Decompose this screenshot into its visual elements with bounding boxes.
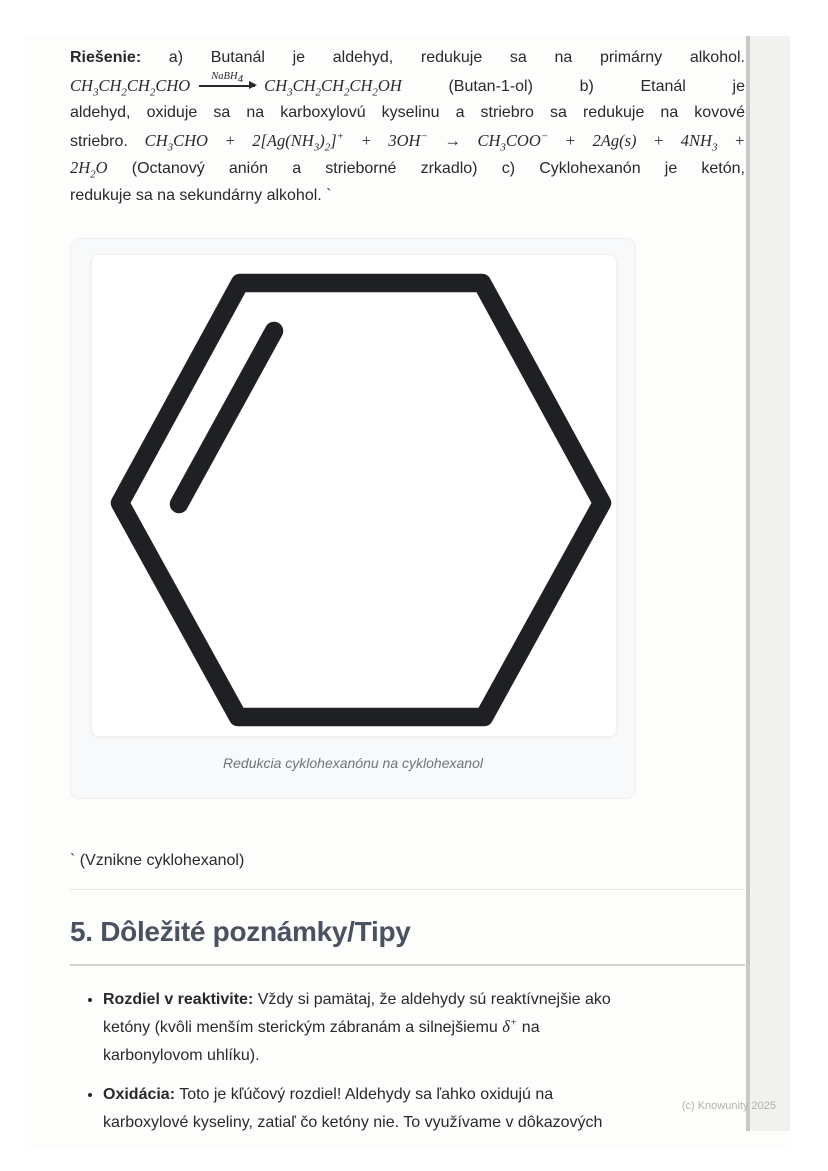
figure-card xyxy=(70,238,636,799)
math-formula: $CH_3CH_2CH_2CH_2OH$ xyxy=(264,75,402,98)
solution-paragraph xyxy=(70,44,745,210)
text-run: a) Butanál je aldehyd, redukuje sa na primárny alkohol. xyxy=(141,49,745,66)
solution-line xyxy=(70,44,745,72)
text-run: striebro. xyxy=(70,132,145,150)
text-run: Toto je kľúčový rozdiel! Aldehydy sa ľahko oxidujú na karboxylové kyseliny, zatiaľ čo ketóny nie. To využívame v dôkazových xyxy=(103,1086,603,1131)
text-run: Vždy si pamätaj, že aldehydy sú reaktívnejšie ako ketóny (kvôli menším sterickým zábranám a silnejšiemu xyxy=(103,990,611,1037)
solution-line xyxy=(70,99,745,127)
figure-canvas xyxy=(91,254,617,737)
text-run: (Octanový anión a strieborné zrkadlo) c) Cyklohexanón je ketón, xyxy=(107,160,745,178)
figure-caption: Redukcia cyklohexanónu na cyklohexanol xyxy=(223,754,483,771)
text-run: (Butan-1-ol) b) Etanál je xyxy=(401,77,745,95)
after-figure-note: ` (Vznikne cyklohexanol) xyxy=(70,851,245,869)
document-page xyxy=(25,36,790,1149)
section-heading: 5. Dôležité poznámky/Tipy xyxy=(70,915,411,947)
solution-line xyxy=(70,127,745,155)
reaction-arrow-shaft xyxy=(199,85,255,87)
text-run: Riešenie: xyxy=(70,49,142,66)
solution-line xyxy=(70,72,745,100)
tip-lead: Rozdiel v reaktivite: xyxy=(103,990,254,1008)
tip-lead: Oxidácia: xyxy=(103,1086,176,1104)
math-formula: δ+ xyxy=(502,1016,518,1037)
tip-item xyxy=(103,1081,623,1136)
math-formula: $CH_3CH_2CH_2CHO$ xyxy=(70,75,191,98)
solution-line xyxy=(70,182,745,210)
vertical-scrollbar[interactable] xyxy=(746,36,790,1131)
math-formula: $2H_2O$ xyxy=(70,158,108,181)
section-divider xyxy=(70,889,745,890)
cyclohexanone-hexagon-drawing xyxy=(92,255,616,736)
text-run: na karbonylovom uhlíku). xyxy=(103,1019,540,1064)
reaction-arrow-label: NaBH$_4$ xyxy=(211,70,244,85)
watermark: (c) Knowunity 2025 xyxy=(681,1100,776,1112)
solution-line xyxy=(70,154,745,182)
math-formula: $CH_3CHO + 2[Ag(NH_3)_2]^+ + 3OH^- \to CH_3COO^- + 2Ag(s) + 4NH_3$ + xyxy=(144,130,746,154)
tips-list xyxy=(70,986,745,1137)
text-run: aldehyd, oxiduje sa na karboxylovú kyselinu a striebro sa redukuje na kovové xyxy=(70,104,745,122)
heading-underline xyxy=(70,964,745,966)
document-content xyxy=(25,36,790,1137)
tip-item xyxy=(103,986,623,1070)
text-run: redukuje sa na sekundárny alkohol. ` xyxy=(70,186,332,204)
reaction-arrow xyxy=(199,70,255,101)
